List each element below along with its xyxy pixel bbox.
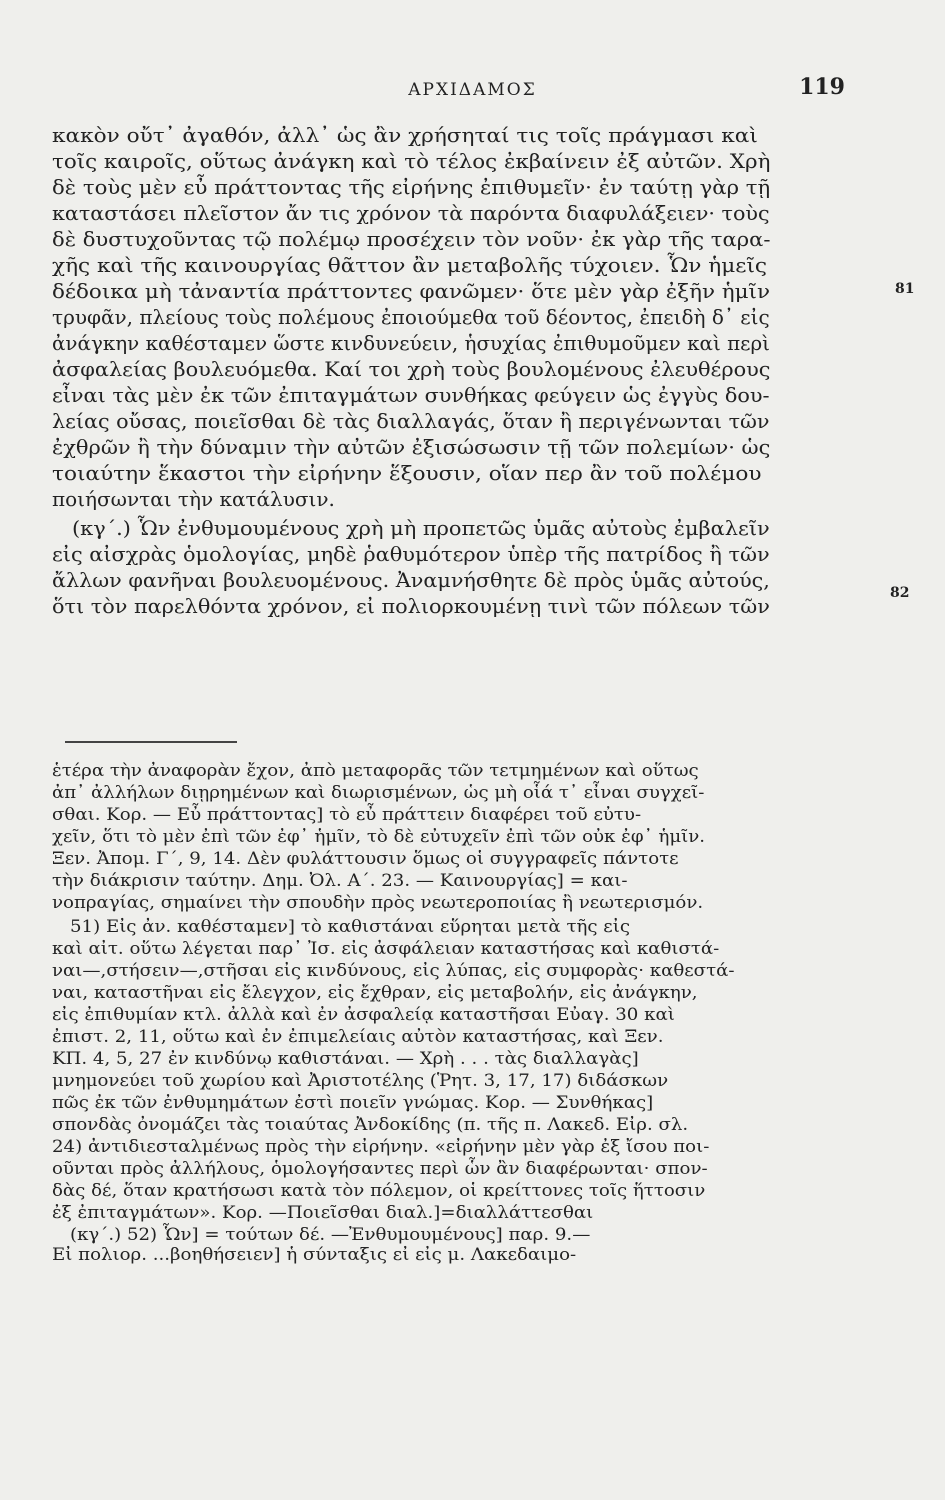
text-line: καταστάσει πλεῖστον ἄν τις χρόνον τὰ παρόντα διαφυλάξειεν· τοὺς: [52, 201, 770, 225]
footnote-line: οῦνται πρὸς ἀλλήλους, ὁμολογήσαντες περὶ ὧν ἂν διαφέρωνται· σπον-: [52, 1159, 708, 1178]
text-line: ὅτι τὸν παρελθόντα χρόνον, εἰ πολιορκουμένῃ τινὶ τῶν πόλεων τῶν: [52, 594, 770, 618]
footnote-line: εἰς ἐπιθυμίαν κτλ. ἀλλὰ καὶ ἐν ἀσφαλείᾳ καταστῆσαι Εὐαγ. 30 καὶ: [52, 1005, 675, 1024]
text-line: δὲ τοὺς μὲν εὖ πράττοντας τῆς εἰρήνης ἐπιθυμεῖν· ἐν ταύτῃ γὰρ τῇ: [52, 175, 771, 199]
text-line: εἰς αἰσχρὰς ὁμολογίας, μηδὲ ῥαθυμότερον ὑπὲρ τῆς πατρίδος ἢ τῶν: [52, 542, 770, 566]
text-line: ἐχθρῶν ἢ τὴν δύναμιν τὴν αὐτῶν ἐξισώσωσιν τῇ τῶν πολεμίων· ὡς: [52, 435, 771, 459]
footnote-line: ἀπ᾽ ἀλλήλων διῃρημένων καὶ διωρισμένων, ὡς μὴ οἷά τ᾽ εἶναι συγχεῖ-: [52, 783, 705, 802]
footnote-line: καὶ αἰτ. οὕτω λέγεται παρ᾽ Ἰσ. εἰς ἀσφάλειαν καταστήσας καὶ καθιστά-: [52, 939, 720, 958]
footnote-line: μνημονεύει τοῦ χωρίου καὶ Ἀριστοτέλης (Ῥητ. 3, 17, 17) διδάσκων: [52, 1071, 669, 1090]
text-line: λείας οὔσας, ποιεῖσθαι δὲ τὰς διαλλαγάς, ὅταν ἢ περιγένωνται τῶν: [52, 409, 770, 433]
footnote-line: δὰς δέ, ὅταν κρατήσωσι κατὰ τὸν πόλεμον, οἱ κρείττονες τοῖς ἥττοσιν: [52, 1181, 706, 1200]
footnote-line: σπονδὰς ὀνομάζει τὰς τοιαύτας Ἀνδοκίδης (π. τῆς π. Λακεδ. Εἰρ. σλ.: [52, 1115, 689, 1134]
text-line: ἄλλων φανῆναι βουλευομένους. Ἀναμνήσθητε δὲ πρὸς ὑμᾶς αὐτούς,: [52, 568, 770, 592]
page-header: [0, 68, 945, 108]
text-line: χῆς καὶ τῆς καινουργίας θᾶττον ἂν μεταβολῆς τύχοιεν. Ὧν ἡμεῖς: [52, 253, 768, 277]
text-line: δὲ δυστυχοῦντας τῷ πολέμῳ προσέχειν τὸν νοῦν· ἐκ γὰρ τῆς ταρα-: [52, 227, 771, 251]
text-line: ποιήσωνται τὴν κατάλυσιν.: [52, 487, 335, 511]
footnote-line: ἑτέρα τὴν ἀναφορὰν ἔχον, ἀπὸ μεταφορᾶς τῶν τετμημένων καὶ οὕτως: [52, 761, 699, 780]
text-line: ἀνάγκην καθέσταμεν ὥστε κινδυνεύειν, ἡσυχίας ἐπιθυμοῦμεν καὶ περὶ: [52, 331, 770, 355]
text-line: τοιαύτην ἕκαστοι τὴν εἰρήνην ἕξουσιν, οἵαν περ ἂν τοῦ πολέμου: [52, 461, 762, 485]
footnote-line: ΚΠ. 4, 5, 27 ἐν κινδύνῳ καθιστάναι. — Χρὴ . . . τὰς διαλλαγὰς]: [52, 1049, 639, 1068]
footnote-line: σθαι. Κορ. — Εὖ πράττοντας] τὸ εὖ πράττειν διαφέρει τοῦ εὐτυ-: [52, 805, 642, 824]
footnote-line: τὴν διάκρισιν ταύτην. Δημ. Ὀλ. Α΄. 23. — Καινουργίας] = και-: [52, 871, 628, 890]
footnote-line: ἐπιστ. 2, 11, οὕτω καὶ ἐν ἐπιμελείαις αὐτὸν καταστήσας, καὶ Ξεν.: [52, 1027, 664, 1046]
margin-number: 82: [890, 585, 910, 601]
text-line: (κγ΄.) Ὧν ἐνθυμουμένους χρὴ μὴ προπετῶς ὑμᾶς αὐτοὺς ἐμβαλεῖν: [72, 516, 770, 540]
footnote-line: 24) ἀντιδιεσταλμένως πρὸς τὴν εἰρήνην. «εἰρήνην μὲν γὰρ ἐξ ἴσου ποι-: [52, 1137, 710, 1156]
footnote-line: πῶς ἐκ τῶν ἐνθυμημάτων ἐστὶ ποιεῖν γνώμας. Κορ. — Συνθήκας]: [52, 1093, 654, 1112]
footnote-line: ναι, καταστῆναι εἰς ἔλεγχον, εἰς ἔχθραν, εἰς μεταβολήν, εἰς ἀνάγκην,: [52, 983, 698, 1002]
text-line: τρυφᾶν, πλείους τοὺς πολέμους ἐποιούμεθα τοῦ δέοντος, ἐπειδὴ δ᾽ εἰς: [52, 305, 770, 329]
footnote-line: νοπραγίας, σημαίνει τὴν σπουδὴν πρὸς νεωτεροποιίας ἢ νεωτερισμόν.: [52, 893, 704, 912]
footnote-line: ἐξ ἐπιταγμάτων». Κορ. —Ποιεῖσθαι διαλ.]=διαλλάττεσθαι: [52, 1203, 594, 1222]
running-title: ΑΡΧΙΔΑΜΟΣ: [408, 80, 537, 100]
page-number: 119: [799, 74, 845, 100]
footnote-line: ναι—,στήσειν—,στῆσαι εἰς κινδύνους, εἰς λύπας, εἰς συμφορὰς· καθεστά-: [52, 961, 735, 980]
text-line: εἶναι τὰς μὲν ἐκ τῶν ἐπιταγμάτων συνθήκας φεύγειν ὡς ἐγγὺς δου-: [52, 383, 770, 407]
footnote-line: (κγ΄.) 52) Ὧν] = τούτων δέ. —Ἐνθυμουμένους] παρ. 9.—: [70, 1225, 591, 1244]
margin-number: 81: [895, 281, 915, 297]
text-line: τοῖς καιροῖς, οὕτως ἀνάγκη καὶ τὸ τέλος ἐκβαίνειν ἐξ αὐτῶν. Χρὴ: [52, 149, 771, 173]
text-line: ἀσφαλείας βουλευόμεθα. Καί τοι χρὴ τοὺς βουλομένους ἐλευθέρους: [52, 357, 771, 381]
footnote-line: 51) Εἰς ἀν. καθέσταμεν] τὸ καθιστάναι εὕρηται μετὰ τῆς εἰς: [70, 917, 630, 936]
footnote-line: χεῖν, ὅτι τὸ μὲν ἐπὶ τῶν ἐφ᾽ ἡμῖν, τὸ δὲ εὐτυχεῖν ἐπὶ τῶν οὐκ ἐφ᾽ ἡμῖν.: [52, 827, 706, 846]
footnote-rule: [65, 741, 237, 743]
text-line: δέδοικα μὴ τἀναντία πράττοντες φανῶμεν· ὅτε μὲν γὰρ ἐξῆν ἡμῖν: [52, 279, 770, 303]
footnote-line: Ξεν. Ἀπομ. Γ΄, 9, 14. Δὲν φυλάττουσιν ὅμως οἱ συγγραφεῖς πάντοτε: [52, 849, 679, 868]
text-line: κακὸν οὔτ᾽ ἀγαθόν, ἀλλ᾽ ὡς ἂν χρήσηταί τις τοῖς πράγμασι καὶ: [52, 123, 758, 147]
footnote-line: Εἰ πολιορ. ...βοηθήσειεν] ἡ σύνταξις εἰ εἰς μ. Λακεδαιμο-: [52, 1245, 577, 1264]
